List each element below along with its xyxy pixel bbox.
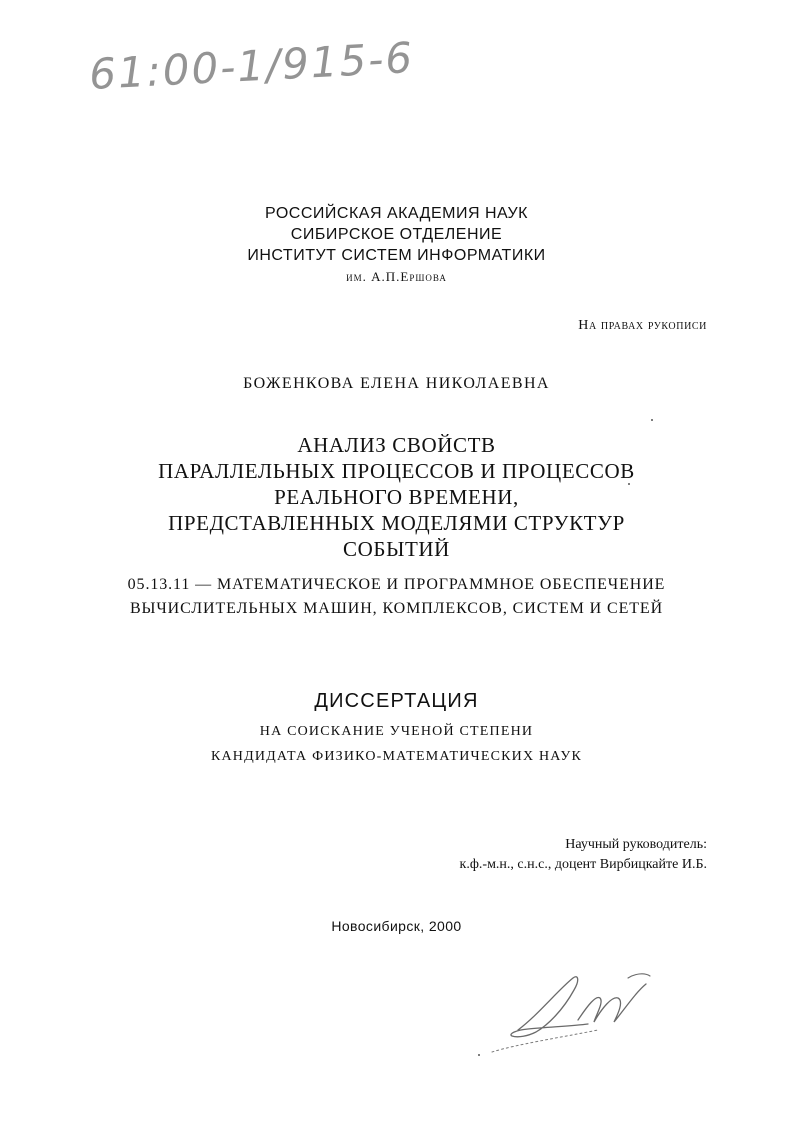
degree-line: НА СОИСКАНИЕ УЧЕНОЙ СТЕПЕНИ (259, 724, 534, 739)
degree-line: КАНДИДАТА ФИЗИКО-МАТЕМАТИЧЕСКИХ НАУК (210, 749, 583, 764)
author-name: БОЖЕНКОВА ЕЛЕНА НИКОЛАЕВНА (243, 375, 550, 392)
scan-speck (651, 419, 653, 421)
institution-line-academy: РОССИЙСКАЯ АКАДЕМИЯ НАУК (265, 205, 528, 222)
city-year: Новосибирск, 2000 (331, 918, 462, 934)
scan-speck (628, 483, 630, 485)
specialty-line: ВЫЧИСЛИТЕЛЬНЫХ МАШИН, КОМПЛЕКСОВ, СИСТЕМ И СЕТЕЙ (129, 600, 664, 617)
supervisor-block (460, 835, 707, 875)
title-line: РЕАЛЬНОГО ВРЕМЕНИ, (274, 485, 519, 509)
title-line: АНАЛИЗ СВОЙСТВ (297, 433, 496, 457)
specialty-line: 05.13.11 — МАТЕМАТИЧЕСКОЕ И ПРОГРАММНОЕ ОБЕСПЕЧЕНИЕ (127, 576, 666, 593)
document-type: ДИССЕРТАЦИЯ (314, 690, 479, 712)
institution-line-institute: ИНСТИТУТ СИСТЕМ ИНФОРМАТИКИ (247, 247, 546, 264)
specialty-block (0, 573, 793, 621)
scan-speck (478, 1054, 480, 1056)
title-line: ПРЕДСТАВЛЕННЫХ МОДЕЛЯМИ СТРУКТУР (168, 511, 625, 535)
institution-block (0, 203, 793, 287)
signature-mark (478, 960, 668, 1070)
degree-block (0, 719, 793, 769)
supervisor-name: к.ф.-м.н., с.н.с., доцент Вирбицкайте И.Б. (459, 857, 707, 872)
supervisor-label: Научный руководитель: (565, 837, 707, 852)
archive-note (88, 32, 468, 130)
archive-note-text: 61:00-1/915-6 (88, 32, 416, 99)
institution-line-branch: СИБИРСКОЕ ОТДЕЛЕНИЕ (290, 226, 503, 243)
title-line: СОБЫТИЙ (343, 537, 450, 561)
thesis-title (0, 432, 793, 562)
institution-named-after: им. А.П.Ершова (346, 269, 447, 284)
manuscript-rights-note: На правах рукописи (578, 318, 707, 333)
title-line: ПАРАЛЛЕЛЬНЫХ ПРОЦЕССОВ И ПРОЦЕССОВ (158, 459, 635, 483)
